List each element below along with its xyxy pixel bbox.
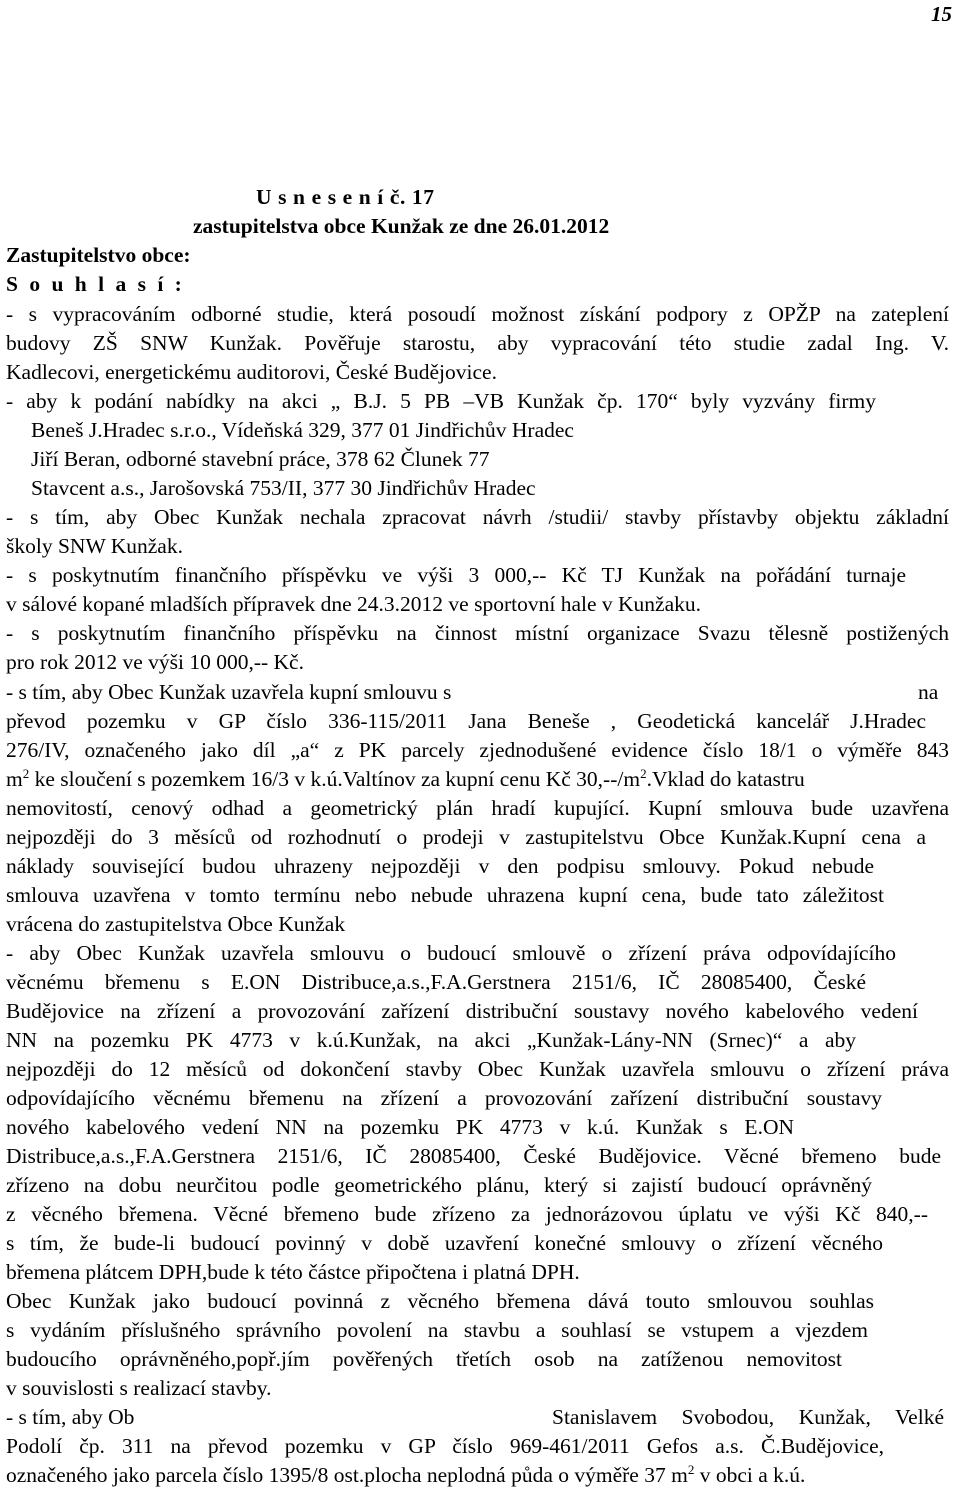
company-line: Stavcent a.s., Jarošovská 753/II, 377 30 Jindřichův Hradec	[31, 476, 536, 500]
text-line: vrácena do zastupitelstva Obce Kunžak	[6, 912, 346, 936]
resolution-subtitle: zastupitelstva obce Kunžak ze dne 26.01.2012	[193, 214, 610, 238]
text-line-with-superscript	[6, 766, 949, 792]
text-line: 276/IV, označeného jako díl „a“ z PK parcely zjednodušené evidence číslo 18/1 o výměře 843	[6, 738, 949, 762]
text-line: Kadlecovi, energetickému auditorovi, České Budějovice.	[6, 360, 497, 384]
text-line-with-superscript	[6, 1462, 805, 1488]
text-line: budovy ZŠ SNW Kunžak. Pověřuje starostu, aby vypracování této studie zadal Ing. V.	[6, 331, 949, 355]
text-line: v sálové kopané mladších přípravek dne 24.3.2012 ve sportovní hale v Kunžaku.	[6, 592, 701, 616]
text-line: smlouva uzavřena v tomto termínu nebo nebude uhrazena kupní cena, bude tato záležitost	[6, 883, 884, 907]
text-line: - s tím, aby Ob	[6, 1405, 135, 1429]
superscript: 2	[687, 1461, 695, 1477]
text-line: nemovitostí, cenový odhad a geometrický plán hradí kupující. Kupní smlouva bude uzavřena	[6, 796, 949, 820]
text-line: převod pozemku v GP číslo 336-115/2011 Jana Beneše , Geodetická kancelář J.Hradec	[6, 709, 926, 733]
company-line: Jiří Beran, odborné stavební práce, 378 62 Člunek 77	[31, 447, 490, 471]
text-line: odpovídajícího věcnému břemenu na zřízení a provozování zařízení distribuční soustavy	[6, 1086, 882, 1110]
page-number: 15	[931, 2, 952, 26]
text-line: věcnému břemenu s E.ON Distribuce,a.s.,F.A.Gerstnera 2151/6, IČ 28085400, České	[6, 970, 866, 994]
text-line: - s vypracováním odborné studie, která posoudí možnost získání podpory z OPŽP na zateplení	[6, 302, 949, 326]
text-line: NN na pozemku PK 4773 v k.ú.Kunžak, na akci „Kunžak-Lány-NN (Srnec)“ a aby	[6, 1028, 856, 1052]
text-line: z věcného břemena. Věcné břemeno bude zřízeno za jednorázovou úplatu ve výši Kč 840,--	[6, 1202, 928, 1226]
text-fragment: .Vklad do katastru	[646, 767, 805, 791]
text-fragment: ke sloučení s pozemkem 16/3 v k.ú.Valtínov za kupní cenu Kč 30,--/m	[29, 767, 641, 791]
text-line: školy SNW Kunžak.	[6, 534, 183, 558]
resolution-title: U s n e s e n í č. 17	[256, 185, 435, 209]
text-fragment: v obci a k.ú.	[694, 1463, 806, 1487]
approves-label: S o u h l a s í :	[6, 272, 185, 296]
text-line: náklady související budou uhrazeny nejpozději v den podpisu smlouvy. Pokud nebude	[6, 854, 874, 878]
text-line: - s poskytnutím finančního příspěvku ve výši 3 000,-- Kč TJ Kunžak na pořádání turnaje	[6, 563, 906, 587]
text-line: - s tím, aby Obec Kunžak nechala zpracovat návrh /studii/ stavby přístavby objektu základní	[6, 505, 949, 529]
text-line: nejpozději do 3 měsíců od rozhodnutí o prodeji v zastupitelstvu Obce Kunžak.Kupní cena a	[6, 825, 926, 849]
text-line: - s poskytnutím finančního příspěvku na činnost místní organizace Svazu tělesně postižených	[6, 621, 949, 645]
text-fragment: m	[6, 767, 23, 791]
superscript: 2	[640, 765, 647, 781]
text-line: nového kabelového vedení NN na pozemku PK 4773 v k.ú. Kunžak s E.ON	[6, 1115, 794, 1139]
text-line: Podolí čp. 311 na převod pozemku v GP číslo 969-461/2011 Gefos a.s. Č.Budějovice,	[6, 1434, 884, 1458]
council-label: Zastupitelstvo obce:	[6, 243, 191, 267]
text-line: Obec Kunžak jako budoucí povinná z věcného břemena dává touto smlouvou souhlas	[6, 1289, 874, 1313]
text-line: Budějovice na zřízení a provozování zařízení distribuční soustavy nového kabelového vedení	[6, 999, 918, 1023]
text-line: - aby k podání nabídky na akci „ B.J. 5 PB –VB Kunžak čp. 170“ byly vyzvány firmy	[6, 389, 876, 413]
text-line: - s tím, aby Obec Kunžak uzavřela kupní smlouvu s	[6, 680, 452, 704]
text-line: nejpozději do 12 měsíců od dokončení stavby Obec Kunžak uzavřela smlouvu o zřízení práva	[6, 1057, 949, 1081]
text-fragment: označeného jako parcela číslo 1395/8 ost.plocha neplodná půda o výměře 37 m	[6, 1463, 688, 1487]
superscript: 2	[22, 765, 30, 781]
text-line-end: Stanislavem Svobodou, Kunžak, Velké	[552, 1405, 944, 1429]
company-line: Beneš J.Hradec s.r.o., Vídeňská 329, 377 01 Jindřichův Hradec	[31, 418, 574, 442]
text-line: zřízeno na dobu neurčitou podle geometrického plánu, který si zajistí budoucí oprávněný	[6, 1173, 872, 1197]
text-line-end: na	[918, 680, 939, 704]
text-line: pro rok 2012 ve výši 10 000,-- Kč.	[6, 650, 304, 674]
text-line: - aby Obec Kunžak uzavřela smlouvu o budoucí smlouvě o zřízení práva odpovídajícího	[6, 941, 896, 965]
text-line: Distribuce,a.s.,F.A.Gerstnera 2151/6, IČ 28085400, České Budějovice. Věcné břemeno bude	[6, 1144, 941, 1168]
text-line: břemena plátcem DPH,bude k této částce připočtena i platná DPH.	[6, 1260, 580, 1284]
text-line: budoucího oprávněného,popř.jím pověřených třetích osob na zatíženou nemovitost	[6, 1347, 842, 1371]
text-line: s vydáním příslušného správního povolení na stavbu a souhlasí se vstupem a vjezdem	[6, 1318, 868, 1342]
text-line: s tím, že bude-li budoucí povinný v době uzavření konečné smlouvy o zřízení věcného	[6, 1231, 883, 1255]
text-line: v souvislosti s realizací stavby.	[6, 1376, 272, 1400]
